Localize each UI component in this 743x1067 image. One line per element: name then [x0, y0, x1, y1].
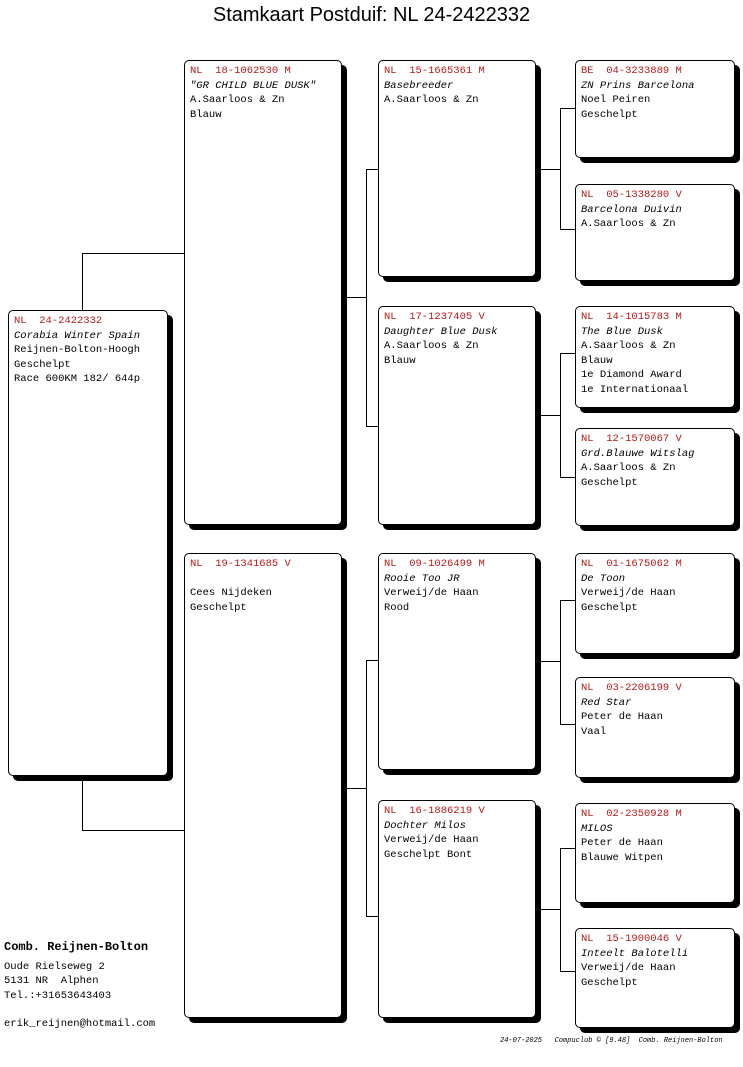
pigeon-name: Rooie Too JR: [384, 572, 460, 585]
pigeon-card-fm[interactable]: [378, 306, 536, 525]
owner-name: Comb. Reijnen-Bolton: [4, 940, 149, 954]
connector-line: [560, 108, 576, 109]
pigeon-card-subject[interactable]: [8, 310, 168, 776]
pigeon-info: A.Saarloos & Zn: [190, 94, 285, 107]
ring-number: NL 19-1341685 V: [190, 558, 291, 570]
owner-postcode: 5131 NR Alphen: [4, 975, 99, 988]
ring-number: NL 05-1338280 V: [581, 189, 682, 201]
ring-number: NL 24-2422332: [14, 315, 103, 327]
pigeon-info: A.Saarloos & Zn: [384, 94, 479, 107]
pigeon-info: Verweij/de Haan: [581, 587, 676, 600]
pigeon-info: Geschelpt: [581, 976, 638, 989]
connector-line: [535, 661, 560, 662]
connector-line: [82, 253, 186, 254]
connector-line: [82, 253, 83, 311]
pigeon-card-father[interactable]: [184, 60, 342, 525]
connector-line: [535, 169, 560, 170]
pigeon-name: [190, 572, 336, 587]
pigeon-info: Noel Peiren: [581, 94, 651, 107]
ring-number: NL 09-1026499 M: [384, 558, 485, 570]
connector-line: [82, 830, 186, 831]
connector-line: [560, 353, 561, 477]
pigeon-info: Verweij/de Haan: [384, 834, 479, 847]
pigeon-info: Geschelpt: [581, 601, 638, 614]
pigeon-info: A.Saarloos & Zn: [581, 462, 676, 475]
pigeon-info: Cees Nijdeken: [190, 587, 272, 600]
connector-line: [82, 775, 83, 830]
pigeon-card-fmf[interactable]: [575, 306, 735, 408]
owner-address: Oude Rielseweg 2: [4, 960, 105, 973]
pigeon-card-mm[interactable]: [378, 800, 536, 1018]
pigeon-info: Blauw: [384, 354, 416, 367]
connector-line: [560, 848, 576, 849]
pigeon-name: Red Star: [581, 696, 632, 709]
pigeon-info: Verweij/de Haan: [581, 962, 676, 975]
pigeon-card-fff[interactable]: [575, 60, 735, 158]
pigeon-info: A.Saarloos & Zn: [581, 340, 676, 353]
pigeon-info: Reijnen-Bolton-Hoogh: [14, 344, 141, 357]
connector-line: [535, 415, 560, 416]
pigeon-info: Geschelpt: [190, 601, 247, 614]
pigeon-info: Vaal: [581, 725, 607, 738]
pigeon-name: ZN Prins Barcelona: [581, 79, 695, 92]
pigeon-card-mother[interactable]: [184, 553, 342, 1018]
pigeon-card-ffm[interactable]: [575, 184, 735, 281]
connector-line: [560, 848, 561, 971]
pigeon-info: Rood: [384, 601, 410, 614]
pigeon-info: Race 600KM 182/ 644p: [14, 373, 141, 386]
pigeon-info: Verweij/de Haan: [384, 587, 479, 600]
page-title: Stamkaart Postduif: NL 24-2422332: [212, 4, 531, 26]
footer-credits: 24-07-2025 Compuclub © [9.48] Comb. Reijnen-Bolton: [500, 1037, 723, 1045]
ring-number: NL 14-1015783 M: [581, 311, 682, 323]
pigeon-info: Blauw: [190, 108, 222, 121]
connector-line: [341, 297, 366, 298]
ring-number: BE 04-3233889 M: [581, 65, 682, 77]
pigeon-name: The Blue Dusk: [581, 325, 663, 338]
owner-phone: Tel.:+31653643403: [4, 989, 112, 1002]
ring-number: NL 16-1886219 V: [384, 805, 485, 817]
pigeon-name: Grd.Blauwe Witslag: [581, 447, 695, 460]
connector-line: [560, 600, 561, 724]
pigeon-name: Dochter Milos: [384, 819, 466, 832]
pigeon-card-ff[interactable]: [378, 60, 536, 277]
pigeon-name: Inteelt Balotelli: [581, 947, 689, 960]
pigeon-info: Geschelpt Bont: [384, 848, 473, 861]
ring-number: NL 12-1570067 V: [581, 433, 682, 445]
pigeon-name: Barcelona Duivin: [581, 203, 682, 216]
ring-number: NL 18-1062530 M: [190, 65, 291, 77]
connector-line: [341, 788, 366, 789]
connector-line: [560, 477, 576, 478]
connector-line: [560, 229, 576, 230]
pigeon-info: Blauwe Witpen: [581, 851, 663, 864]
connector-line: [560, 108, 561, 229]
connector-line: [560, 600, 576, 601]
ring-number: NL 15-1665361 M: [384, 65, 485, 77]
pigeon-card-fmm[interactable]: [575, 428, 735, 526]
ring-number: NL 01-1675062 M: [581, 558, 682, 570]
pigeon-name: Basebreeder: [384, 79, 454, 92]
pigeon-name: Corabia Winter Spain: [14, 329, 141, 342]
pigeon-info: Geschelpt: [581, 476, 638, 489]
connector-line: [560, 971, 576, 972]
owner-info: [4, 940, 155, 1032]
pigeon-name: Daughter Blue Dusk: [384, 325, 498, 338]
pigeon-card-mmm[interactable]: [575, 928, 735, 1028]
pigeon-card-mfm[interactable]: [575, 677, 735, 778]
owner-email[interactable]: erik_reijnen@hotmail.com: [4, 1018, 156, 1031]
ring-number: NL 03-2206199 V: [581, 682, 682, 694]
pigeon-info: Geschelpt: [581, 108, 638, 121]
connector-line: [366, 660, 367, 916]
pigeon-info: Peter de Haan: [581, 837, 663, 850]
pigeon-card-mmf[interactable]: [575, 803, 735, 903]
pigeon-info: Peter de Haan: [581, 711, 663, 724]
ring-number: NL 15-1900046 V: [581, 933, 682, 945]
pigeon-card-mff[interactable]: [575, 553, 735, 654]
ring-number: NL 17-1237405 V: [384, 311, 485, 323]
pigeon-info: Geschelpt: [14, 358, 71, 371]
pigeon-name: "GR CHILD BLUE DUSK": [190, 79, 317, 92]
connector-line: [560, 353, 576, 354]
connector-line: [366, 169, 367, 426]
pigeon-info: A.Saarloos & Zn: [581, 218, 676, 231]
pigeon-name: De Toon: [581, 572, 626, 585]
ring-number: NL 02-2350928 M: [581, 808, 682, 820]
pigeon-info: 1e Diamond Award: [581, 369, 682, 382]
pigeon-name: MILOS: [581, 822, 613, 835]
connector-line: [560, 724, 576, 725]
pigeon-info: A.Saarloos & Zn: [384, 340, 479, 353]
connector-line: [535, 909, 560, 910]
pigeon-card-mf[interactable]: [378, 553, 536, 770]
pigeon-info: 1e Internationaal: [581, 383, 689, 396]
pigeon-info: Blauw: [581, 354, 613, 367]
